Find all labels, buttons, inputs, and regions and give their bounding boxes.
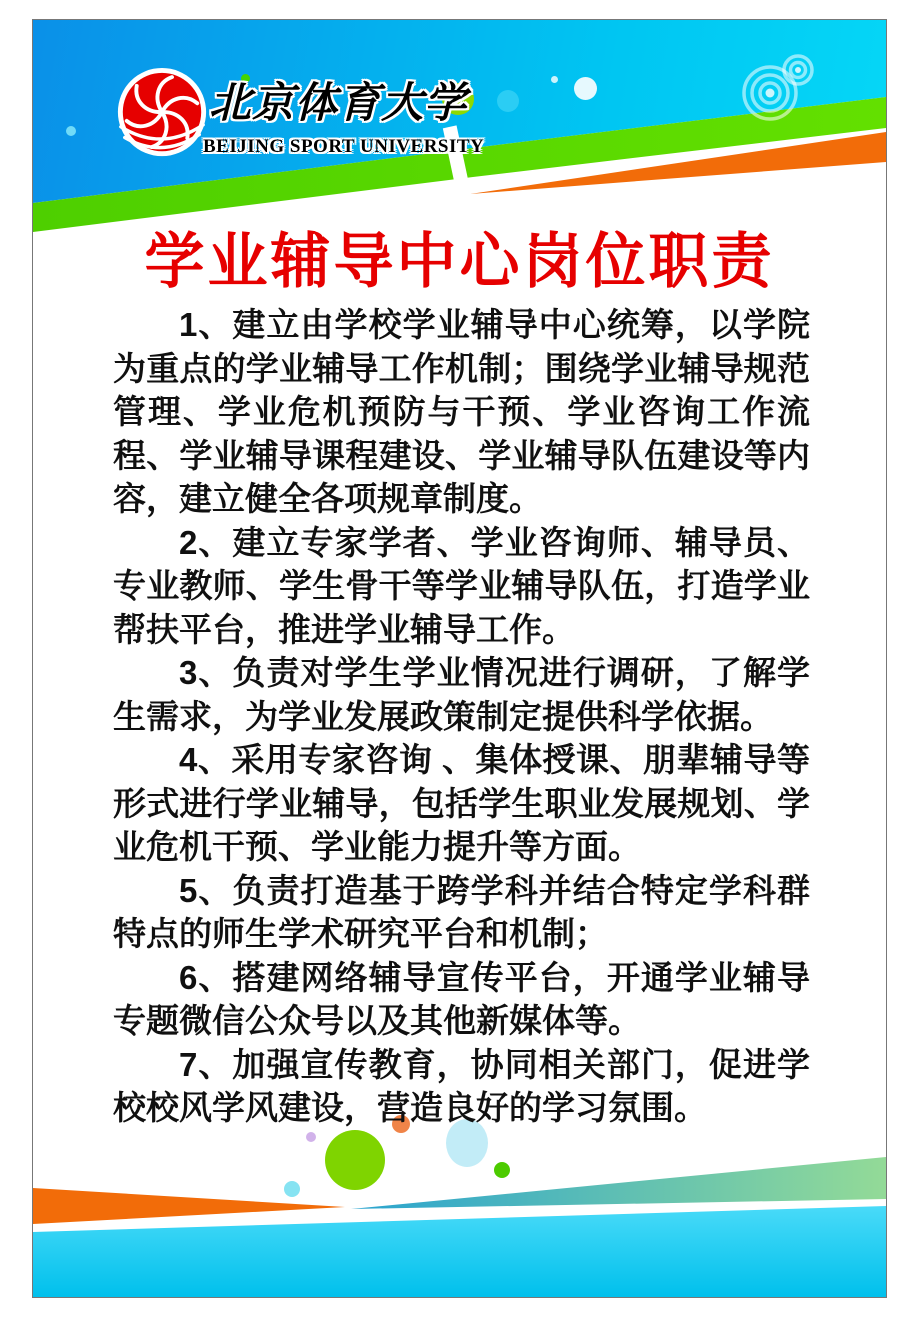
deco-dot	[284, 1181, 300, 1197]
deco-dot	[66, 126, 76, 136]
deco-dot	[574, 77, 597, 100]
paragraph-6: 6、搭建网络辅导宣传平台，开通学业辅导专题微信公众号以及其他新媒体等。	[113, 958, 810, 1039]
bsu-red-swirl-logo-icon	[113, 66, 211, 164]
deco-dot	[497, 90, 519, 112]
concentric-rings-icon	[728, 48, 823, 123]
paragraph-3: 3、负责对学生学业情况进行调研，了解学生需求，为学业发展政策制定提供科学依据。	[113, 654, 810, 735]
deco-dot	[551, 76, 558, 83]
poster-title: 学业辅导中心岗位职责	[144, 228, 775, 295]
university-name-cn: 北京体育大学	[209, 79, 468, 126]
university-name-en: BEIJING SPORT UNIVERSITY	[203, 136, 485, 157]
responsibilities-text	[113, 303, 810, 1130]
paragraph-7: 7、加强宣传教育，协同相关部门，促进学校校风学风建设，营造良好的学习氛围。	[113, 1045, 810, 1126]
deco-dot	[494, 1162, 510, 1178]
poster	[33, 20, 886, 1297]
paragraph-4: 4、采用专家咨询 、集体授课、朋辈辅导等形式进行学业辅导，包括学生职业发展规划、学业危机干预、学业能力提升等方面。	[113, 741, 810, 865]
paragraph-1: 1、建立由学校学业辅导中心统筹，以学院为重点的学业辅导工作机制；围绕学业辅导规范管理、学业危机预防与干预、学业咨询工作流程、学业辅导课程建设、学业辅导队伍建设等内容，建立健全各项规章制度。	[113, 306, 810, 517]
deco-dot	[306, 1132, 316, 1142]
deco-dot	[325, 1130, 385, 1190]
paragraph-5: 5、负责打造基于跨学科并结合特定学科群特点的师生学术研究平台和机制；	[113, 871, 810, 952]
paragraph-2: 2、建立专家学者、学业咨询师、辅导员、专业教师、学生骨干等学业辅导队伍，打造学业帮扶平台，推进学业辅导工作。	[113, 523, 810, 648]
